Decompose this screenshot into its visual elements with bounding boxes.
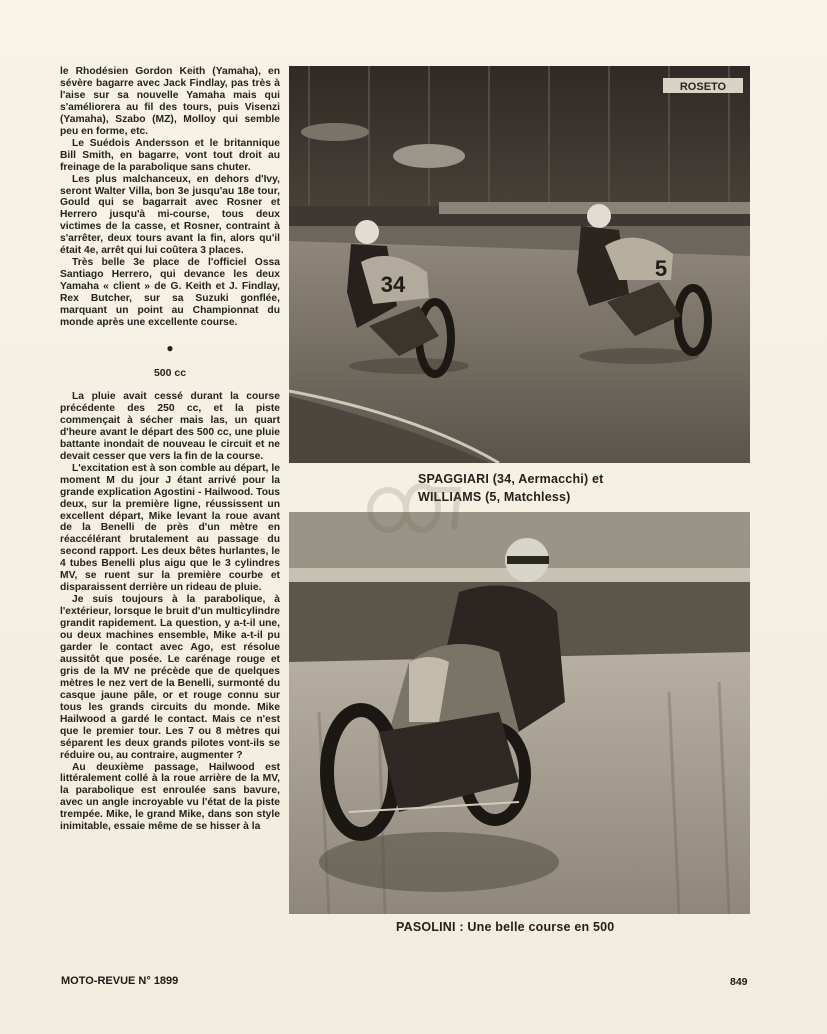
article-paragraph: L'excitation est à son comble au départ, le moment M du jour J étant arrivé pour la grande explication Agostini - Hailwood. Tous deux, sur la première ligne, réussissent un excellent départ, Mike levant la roue avant de la Benelli de près d'un mètre en réaccélérant brutalement au passage du second rapport. Les deux bêtes hurlantes, le 4 tubes Benelli plus aigu que le 3 cylindres MV, se ruent sur la première courbe et disparaissent derrière un rideau de pluie.: [60, 462, 280, 594]
bike-number-5: 5: [654, 256, 668, 281]
section-bullet: ●: [166, 340, 174, 355]
race-photo-spaggiari-williams: [289, 66, 750, 463]
roseto-sign-text: ROSETO: [679, 81, 727, 93]
article-paragraph: Je suis toujours à la parabolique, à l'extérieur, lorsque le bruit d'un multicylindre grandit rapidement. La question, y a-t-il une, ou deux machines ensemble, Mike a-t-il pu garder le contact avec Ago, est résolue aussitôt que posée. Le carénage rouge et gris de la MV ne précède que de quelques mètres le nez vert de la Benelli, surmonté du casque jaune pâle, or et rouge connu sur tous les grands circuits du monde. Mike Hailwood a gardé le contact. Mais ce n'est que le premier tour. Les 7 ou 8 mètres qui séparent les deux grands pilotes vont-ils se réduire ou, au contraire, augmenter ?: [60, 594, 280, 761]
photo2-caption: PASOLINI : Une belle course en 500: [396, 920, 615, 934]
article-paragraph: Très belle 3e place de l'officiel Ossa Santiago Herrero, qui devance les deux Yamaha « client » de G. Keith et J. Findlay, Rex Butcher, sur sa Suzuki gonflée, marquant un point au Championnat du monde après une excellente course.: [60, 257, 280, 329]
magazine-footer: MOTO-REVUE N° 1899: [61, 975, 179, 987]
photo1-caption-line1: SPAGGIARI (34, Aermacchi) et: [418, 472, 604, 486]
bike-number-34: 34: [380, 272, 406, 297]
publisher-logo-watermark: [362, 480, 462, 538]
race-photo-pasolini: [289, 512, 750, 914]
article-column: [60, 66, 280, 833]
photo1-caption-line2: WILLIAMS (5, Matchless): [418, 490, 571, 504]
article-paragraph: Les plus malchanceux, en dehors d'Ivy, seront Walter Villa, bon 3e jusqu'au 18e tour, Gould qui se bagarrait avec Rosner et Herrero jusqu'à mi-course, tous deux victimes de la casse, et Rosner, contraint à s'arrêter, deux tours avant la fin, alors qu'il était 4e, arrêt qui lui coûtera 3 places.: [60, 173, 280, 257]
photo1-caption: [418, 470, 738, 506]
page-number: 849: [730, 976, 748, 988]
article-paragraph: Le Suédois Andersson et le britannique Bill Smith, en bagarre, vont tout droit au freinage de la parabolique sans chuter.: [60, 137, 280, 173]
article-paragraph: La pluie avait cessé durant la course précédente des 250 cc, et la piste commençait à sécher mais las, un quart d'heure avant le départ des 500 cc, une pluie battante inondait de nouveau le circuit et ne devait cesser que vers la fin de la course.: [60, 390, 280, 462]
article-paragraph: le Rhodésien Gordon Keith (Yamaha), en sévère bagarre avec Jack Findlay, pas très à l'aise sur sa nouvelle Yamaha mais qui s'améliorera au fil des tours, puis Visenzi (Yamaha), Szabo (MZ), Molloy qui semble peu en forme, etc.: [60, 66, 280, 137]
section-title: 500 cc: [153, 366, 187, 379]
article-paragraph: Au deuxième passage, Hailwood est littéralement collé à la roue arrière de la MV, la parabolique est enroulée sans bavure, avec un angle incroyable vu l'état de la piste trempée. Mike, le grand Mike, dans son style inimitable, essaie même de se hisser à la: [60, 761, 280, 833]
